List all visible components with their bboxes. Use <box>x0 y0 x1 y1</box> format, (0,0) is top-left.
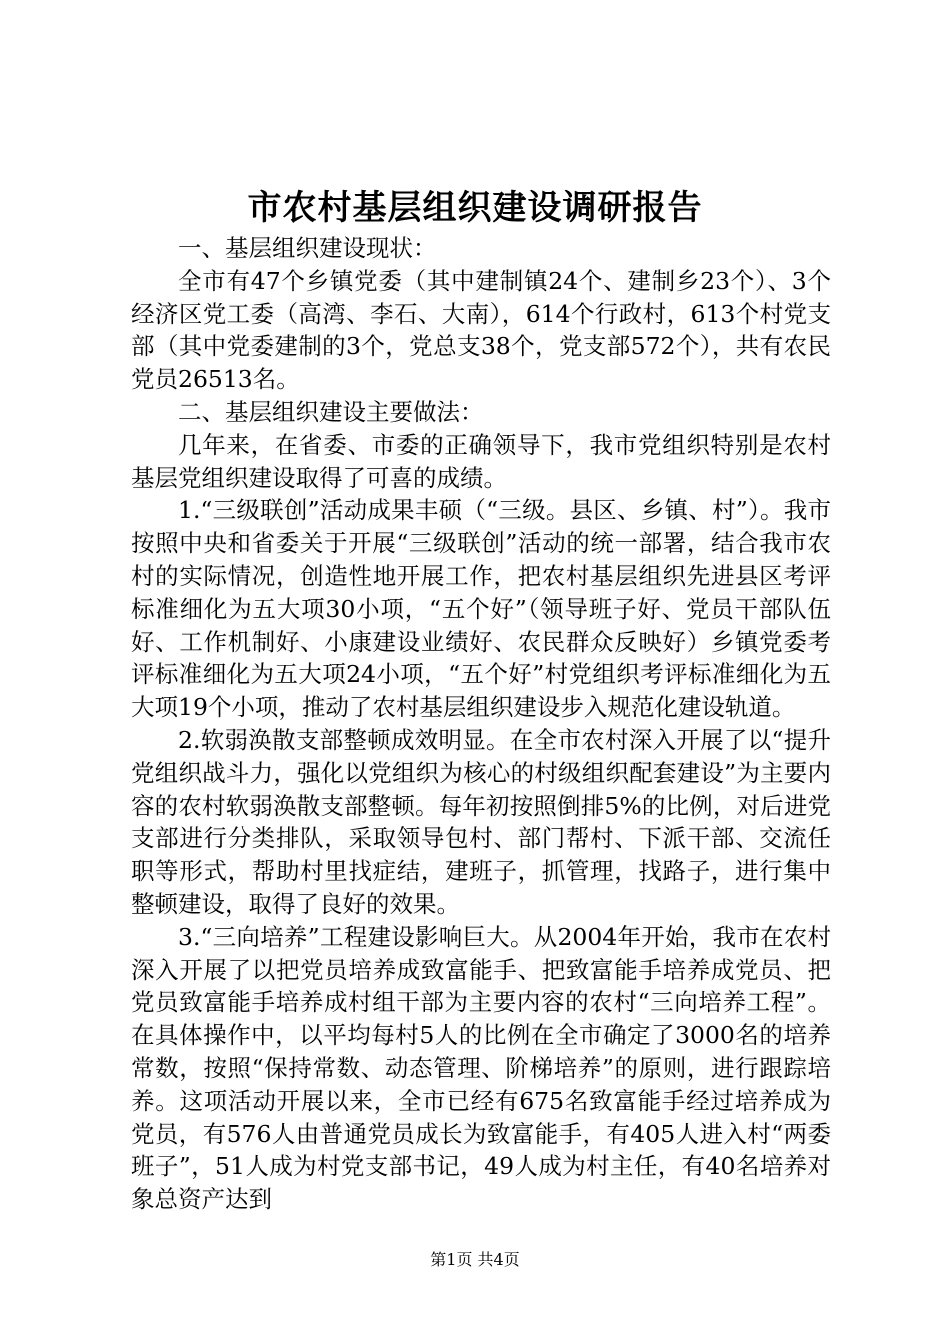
paragraph-item-2: 2.软弱涣散支部整顿成效明显。在全市农村深入开展了以“提升党组织战斗力，强化以党组织为核心的村级组织配套建设”为主要内容的农村软弱涣散支部整顿。每年初按照倒排5%的比例，对后进党支部进行分类排队，采取领导包村、部门帮村、下派干部、交流任职等形式，帮助村里找症结，建班子，抓管理，找路子，进行集中整顿建设，取得了良好的效果。 <box>131 725 831 918</box>
document-title: 市农村基层组织建设调研报告 <box>247 188 703 228</box>
section-heading-status: 一、基层组织建设现状： <box>178 234 437 262</box>
section-heading-practices: 二、基层组织建设主要做法： <box>178 397 484 426</box>
document-body <box>131 232 831 1216</box>
paragraph-intro: 几年来，在省委、市委的正确领导下，我市党组织特别是农村基层党组织建设取得了可喜的成绩。 <box>131 430 831 492</box>
paragraph-status-details: 全市有47个乡镇党委（其中建制镇24个、建制乡23个）、3个经济区党工委（高湾、李石、大南），614个行政村，613个村党支部（其中党委建制的3个，党总支38个，党支部572个），共有农民党员26513名。 <box>131 266 831 394</box>
paragraph-item-3: 3.“三向培养”工程建设影响巨大。从2004年开始，我市在农村深入开展了以把党员培养成致富能手、把致富能手培养成党员、把党员致富能手培养成村组干部为主要内容的农村“三向培养工程”。在具体操作中，以平均每村5人的比例在全市确定了3000名的培养常数，按照“保持常数、动态管理、阶梯培养”的原则，进行跟踪培养。这项活动开展以来，全市已经有675名致富能手经过培养成为党员，有576人由普通党员成长为致富能手，有405人进入村“两委班子”，51人成为村党支部书记，49人成为村主任，有40名培养对象总资产达到 <box>131 922 831 1214</box>
page-footer: 第1页 共4页 <box>430 1250 520 1269</box>
paragraph-item-1: 1.“三级联创”活动成果丰硕（“三级。县区、乡镇、村”）。我市按照中央和省委关于开展“三级联创”活动的统一部署，结合我市农村的实际情况，创造性地开展工作，把农村基层组织先进县区考评标准细化为五大项30小项，“五个好”（领导班子好、党员干部队伍好、工作机制好、小康建设业绩好、农民群众反映好）乡镇党委考评标准细化为五大项24小项，“五个好”村党组织考评标准细化为五大项19个小项，推动了农村基层组织建设步入规范化建设轨道。 <box>131 496 831 722</box>
